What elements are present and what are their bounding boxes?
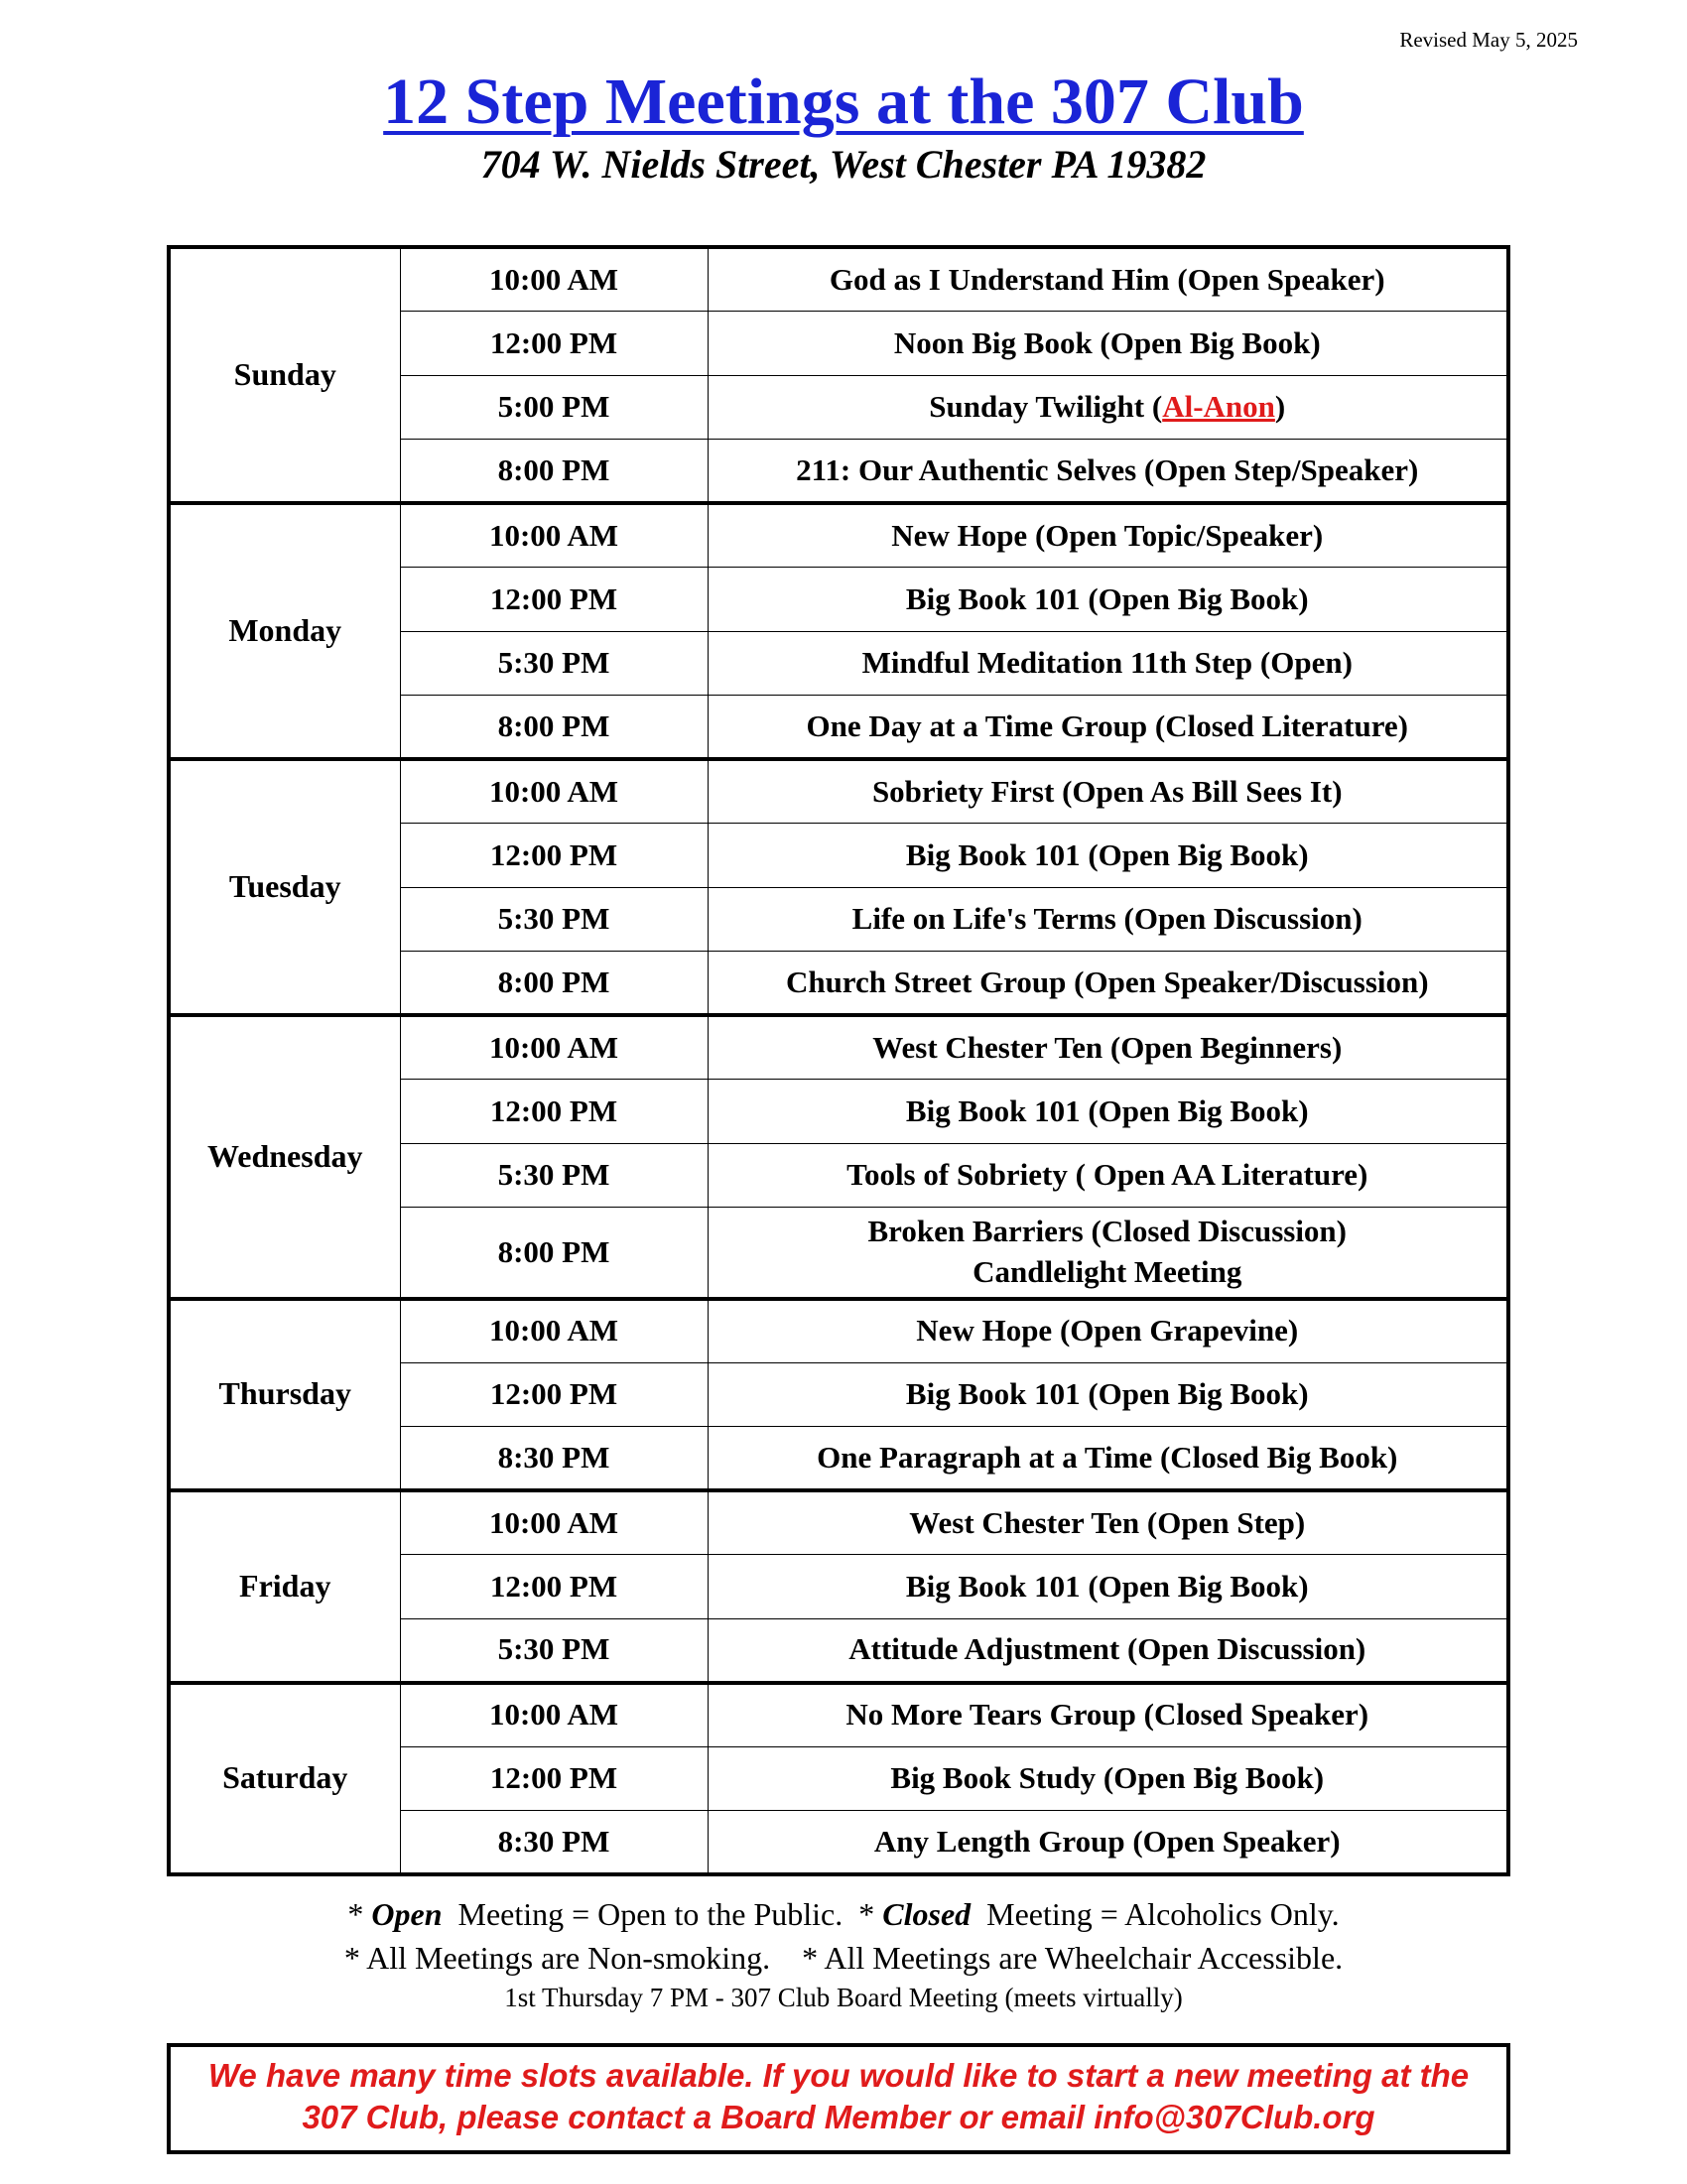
day-monday: Monday [169,503,400,759]
meeting-name: One Day at a Time Group (Closed Literature) [708,696,1508,760]
meeting-time: 10:00 AM [400,1299,708,1363]
meeting-time: 10:00 AM [400,247,708,312]
table-row [169,1015,1508,1080]
notes-line-open-closed [0,1892,1687,1936]
callout-line1: We have many time slots available. If you would like to start a new meeting at the [207,2057,1470,2094]
meeting-time: 5:30 PM [400,1618,708,1683]
meeting-name: Big Book 101 (Open Big Book) [708,1080,1508,1144]
notes-section [0,1892,1687,2015]
notes-line-board-meeting: 1st Thursday 7 PM - 307 Club Board Meeting (meets virtually) [504,1983,1183,2012]
meeting-time: 5:30 PM [400,887,708,952]
meeting-name: Attitude Adjustment (Open Discussion) [708,1618,1508,1683]
new-meeting-callout [167,2043,1510,2154]
meeting-name-prefix: Sunday Twilight ( [929,389,1163,425]
meeting-time: 10:00 AM [400,759,708,824]
table-row [169,1490,1508,1555]
meeting-time: 12:00 PM [400,824,708,888]
meeting-name: Big Book 101 (Open Big Book) [708,1555,1508,1619]
meeting-time: 8:30 PM [400,1811,708,1875]
meeting-time: 8:30 PM [400,1427,708,1491]
day-friday: Friday [169,1490,400,1683]
meeting-name: One Paragraph at a Time (Closed Big Book) [708,1427,1508,1491]
meeting-time: 10:00 AM [400,1490,708,1555]
meeting-name-line1: Broken Barriers (Closed Discussion) [867,1214,1347,1249]
table-row [169,503,1508,568]
meeting-name: West Chester Ten (Open Beginners) [708,1015,1508,1080]
meeting-name: 211: Our Authentic Selves (Open Step/Speaker) [708,440,1508,504]
meeting-time: 10:00 AM [400,503,708,568]
day-sunday: Sunday [169,247,400,503]
meeting-time: 12:00 PM [400,1746,708,1811]
meeting-name: Sobriety First (Open As Bill Sees It) [708,759,1508,824]
meeting-time: 5:30 PM [400,631,708,696]
meeting-name: West Chester Ten (Open Step) [708,1490,1508,1555]
club-address: 704 W. Nields Street, West Chester PA 19382 [480,142,1207,187]
meeting-name: No More Tears Group (Closed Speaker) [708,1683,1508,1747]
meeting-name-line2: Candlelight Meeting [973,1253,1242,1289]
meeting-time: 10:00 AM [400,1015,708,1080]
table-row [169,1683,1508,1747]
day-thursday: Thursday [169,1299,400,1491]
meeting-time: 12:00 PM [400,1080,708,1144]
meeting-time: 8:00 PM [400,696,708,760]
meeting-time: 8:00 PM [400,952,708,1016]
meeting-name: God as I Understand Him (Open Speaker) [708,247,1508,312]
meeting-name: Big Book 101 (Open Big Book) [708,824,1508,888]
meeting-name: Any Length Group (Open Speaker) [708,1811,1508,1875]
meeting-name: Church Street Group (Open Speaker/Discussion) [708,952,1508,1016]
page-title: 12 Step Meetings at the 307 Club [383,65,1304,138]
meeting-time: 10:00 AM [400,1683,708,1747]
open-term: Open [371,1896,443,1932]
notes-text: Meeting = Open to the Public. * [442,1896,883,1932]
meeting-name: New Hope (Open Grapevine) [708,1299,1508,1363]
meeting-time: 5:00 PM [400,375,708,440]
meeting-name: Noon Big Book (Open Big Book) [708,312,1508,376]
meeting-name: Tools of Sobriety ( Open AA Literature) [708,1143,1508,1208]
callout-line2: 307 Club, please contact a Board Member or email info@307Club.org [302,2099,1375,2135]
closed-term: Closed [882,1896,972,1932]
meeting-name: Big Book 101 (Open Big Book) [708,568,1508,632]
meeting-name: New Hope (Open Topic/Speaker) [708,503,1508,568]
table-row [169,1299,1508,1363]
day-saturday: Saturday [169,1683,400,1875]
meeting-name-suffix: ) [1274,389,1286,425]
meeting-schedule-table [167,245,1510,1876]
meeting-time: 8:00 PM [400,440,708,504]
meeting-time: 5:30 PM [400,1143,708,1208]
meeting-time: 12:00 PM [400,1362,708,1427]
meeting-name [708,375,1508,440]
al-anon-link[interactable]: Al-Anon [1162,389,1275,425]
revised-date: Revised May 5, 2025 [1399,28,1578,52]
table-row [169,247,1508,312]
meeting-name: Life on Life's Terms (Open Discussion) [708,887,1508,952]
meeting-time: 8:00 PM [400,1208,708,1299]
day-tuesday: Tuesday [169,759,400,1015]
meeting-time: 12:00 PM [400,312,708,376]
meeting-name [708,1208,1508,1299]
day-wednesday: Wednesday [169,1015,400,1299]
meeting-time: 12:00 PM [400,1555,708,1619]
notes-text: * [347,1896,372,1932]
meeting-name: Big Book Study (Open Big Book) [708,1746,1508,1811]
notes-line-accessibility: * All Meetings are Non-smoking. * All Meetings are Wheelchair Accessible. [343,1940,1344,1976]
meeting-name: Mindful Meditation 11th Step (Open) [708,631,1508,696]
meeting-name: Big Book 101 (Open Big Book) [708,1362,1508,1427]
notes-text: Meeting = Alcoholics Only. [971,1896,1340,1932]
table-row [169,759,1508,824]
meeting-time: 12:00 PM [400,568,708,632]
